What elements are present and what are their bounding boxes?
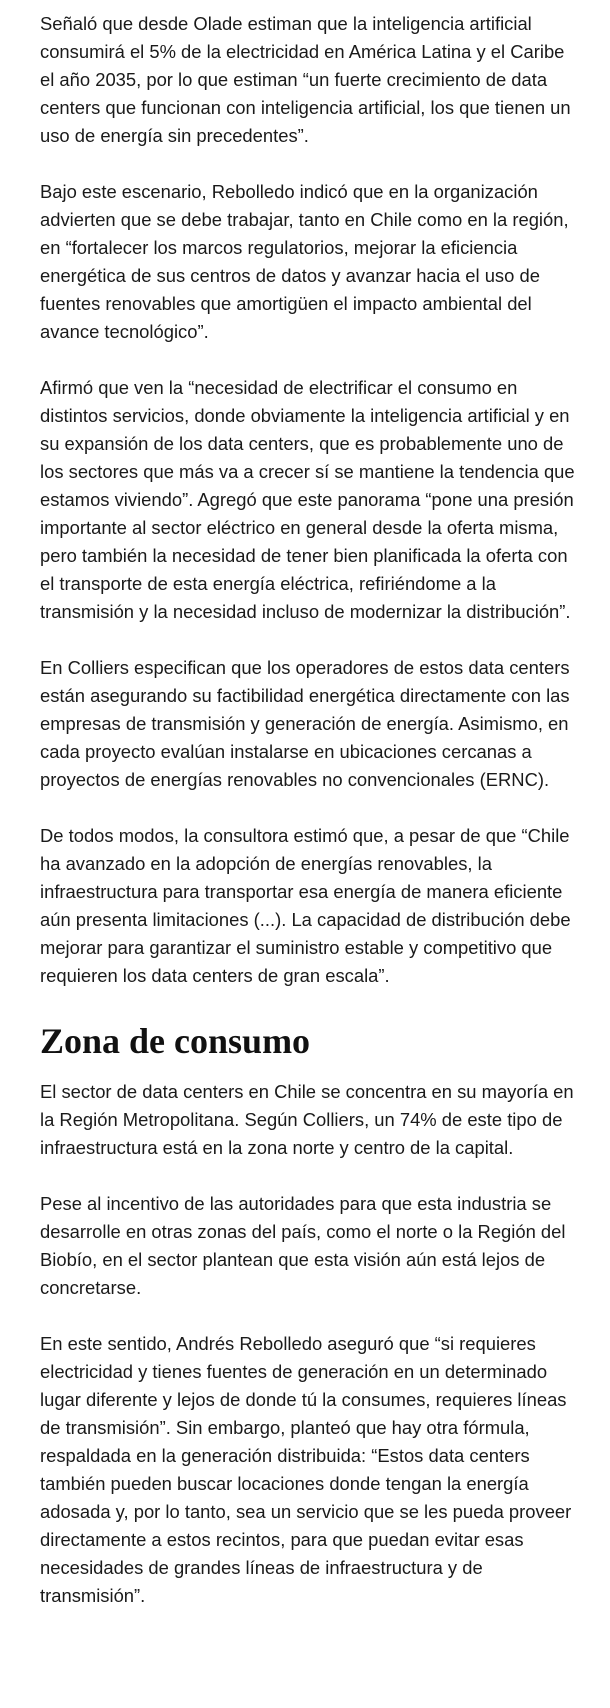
paragraph-transmission-limitations: De todos modos, la consultora estimó que, a pesar de que “Chile ha avanzado en la adopción de energías renovables, la infraestructura para transportar esa energía de manera eficiente aún presenta limitaciones (...). La capacidad de distribución debe mejorar para garantizar el suministro estable y competitivo que requieren los data centers de gran escala”.: [40, 825, 571, 986]
paragraph-olade-estimate: Señaló que desde Olade estiman que la inteligencia artificial consumirá el 5% de la electricidad en América Latina y el Caribe el año 2035, por lo que estiman “un fuerte crecimiento de data centers que funcionan con inteligencia artificial, los que tienen un uso de energía sin precedentes”.: [40, 13, 571, 146]
paragraph-metropolitan-concentration: El sector de data centers en Chile se concentra en su mayoría en la Región Metropolitana. Según Colliers, un 74% de este tipo de infraestructura está en la zona norte y centro de la capital.: [40, 1081, 574, 1158]
paragraph-colliers-operators: En Colliers especifican que los operadores de estos data centers están asegurando su factibilidad energética directamente con las empresas de transmisión y generación de energía. Asimismo, en cada proyecto evalúan instalarse en ubicaciones cercanas a proyectos de energías renovables no convencionales (ERNC).: [40, 657, 570, 790]
section-heading: Zona de consumo: [40, 1021, 311, 1061]
paragraph-electrification-need: Afirmó que ven la “necesidad de electrificar el consumo en distintos servicios, donde obviamente la inteligencia artificial y en su expansión de los data centers, que es probablemente uno de los sectores que más va a crecer sí se mantiene la tendencia que estamos viviendo”. Agregó que este panorama “pone una presión importante al sector eléctrico en general desde la oferta misma, pero también la necesidad de tener bien planificada la oferta con el transporte de esta energía eléctrica, refiriéndome a la transmisión y la necesidad incluso de modernizar la distribución”.: [40, 377, 575, 622]
paragraph-regulatory-frameworks: Bajo este escenario, Rebolledo indicó que en la organización advierten que se debe trabajar, tanto en Chile como en la región, en “fortalecer los marcos regulatorios, mejorar la eficiencia energética de sus centros de datos y avanzar hacia el uso de fuentes renovables que amortigüen el impacto ambiental del avance tecnológico”.: [40, 181, 569, 342]
paragraph-distributed-generation: En este sentido, Andrés Rebolledo aseguró que “si requieres electricidad y tienes fuentes de generación en un determinado lugar diferente y lejos de donde tú la consumes, requieres líneas de transmisión”. Sin embargo, planteó que hay otra fórmula, respaldada en la generación distribuida: “Estos data centers también pueden buscar locaciones donde tengan la energía adosada y, por lo tanto, sea un servicio que se les pueda proveer directamente a estos recintos, para que puedan evitar esas necesidades de grandes líneas de infraestructura y de transmisión”.: [40, 1333, 572, 1606]
paragraph-other-regions: Pese al incentivo de las autoridades para que esta industria se desarrolle en otras zonas del país, como el norte o la Región del Biobío, en el sector plantean que esta visión aún está lejos de concretarse.: [40, 1193, 566, 1298]
